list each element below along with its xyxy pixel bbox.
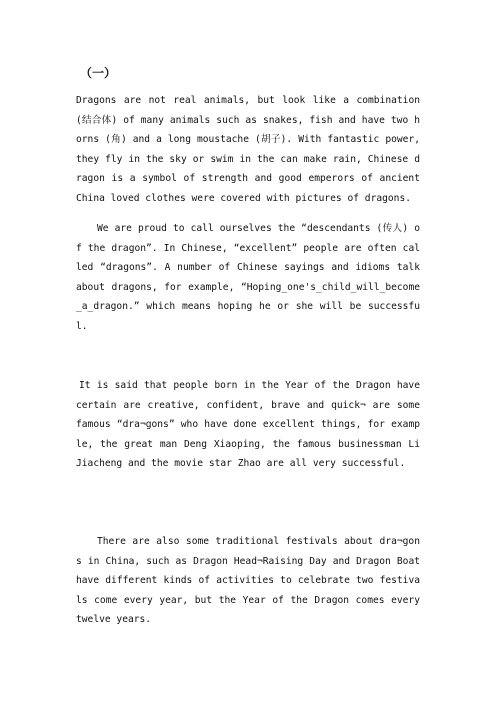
paragraph-descendants: We are proud to call ourselves the “descendants (传人) of the dragon”. In Chinese, “excellent” people are often called “dragons”. A number of Chinese sayings and idioms talk about dragons, for example, “Hoping_one's_child_will_become_a_dragon.” which means hoping he or she will be successful.: [76, 223, 420, 332]
section-heading: （一）: [80, 66, 117, 80]
paragraph-festivals: There are also some traditional festivals about dra¬gons in China, such as Dragon Head¬Raising Day and Dragon Boat have different kinds of activities to celebrate two festivals come every year, but the Year of the Dragon comes every twelve years.: [76, 536, 420, 626]
paragraph-dragons-description: Dragons are not real animals, but look like a combination (结合体) of many animals such as snakes, fish and have two horns (角) and a long moustache (胡子). With fantastic power, they fly in the sky or swim in the can make rain, Chinese dragon is a symbol of strength and good emperors of ancient China loved clothes were covered with pictures of dragons.: [76, 95, 420, 204]
paragraph-year-of-dragon: It is said that people born in the Year of the Dragon have certain are creative, confident, brave and quick¬ are some famous “dra¬gons” who have done excellent things, for example, the great man Deng Xiaoping, the famous businessman Li Jiacheng and the movie star Zhao are all very successful.: [76, 380, 420, 470]
